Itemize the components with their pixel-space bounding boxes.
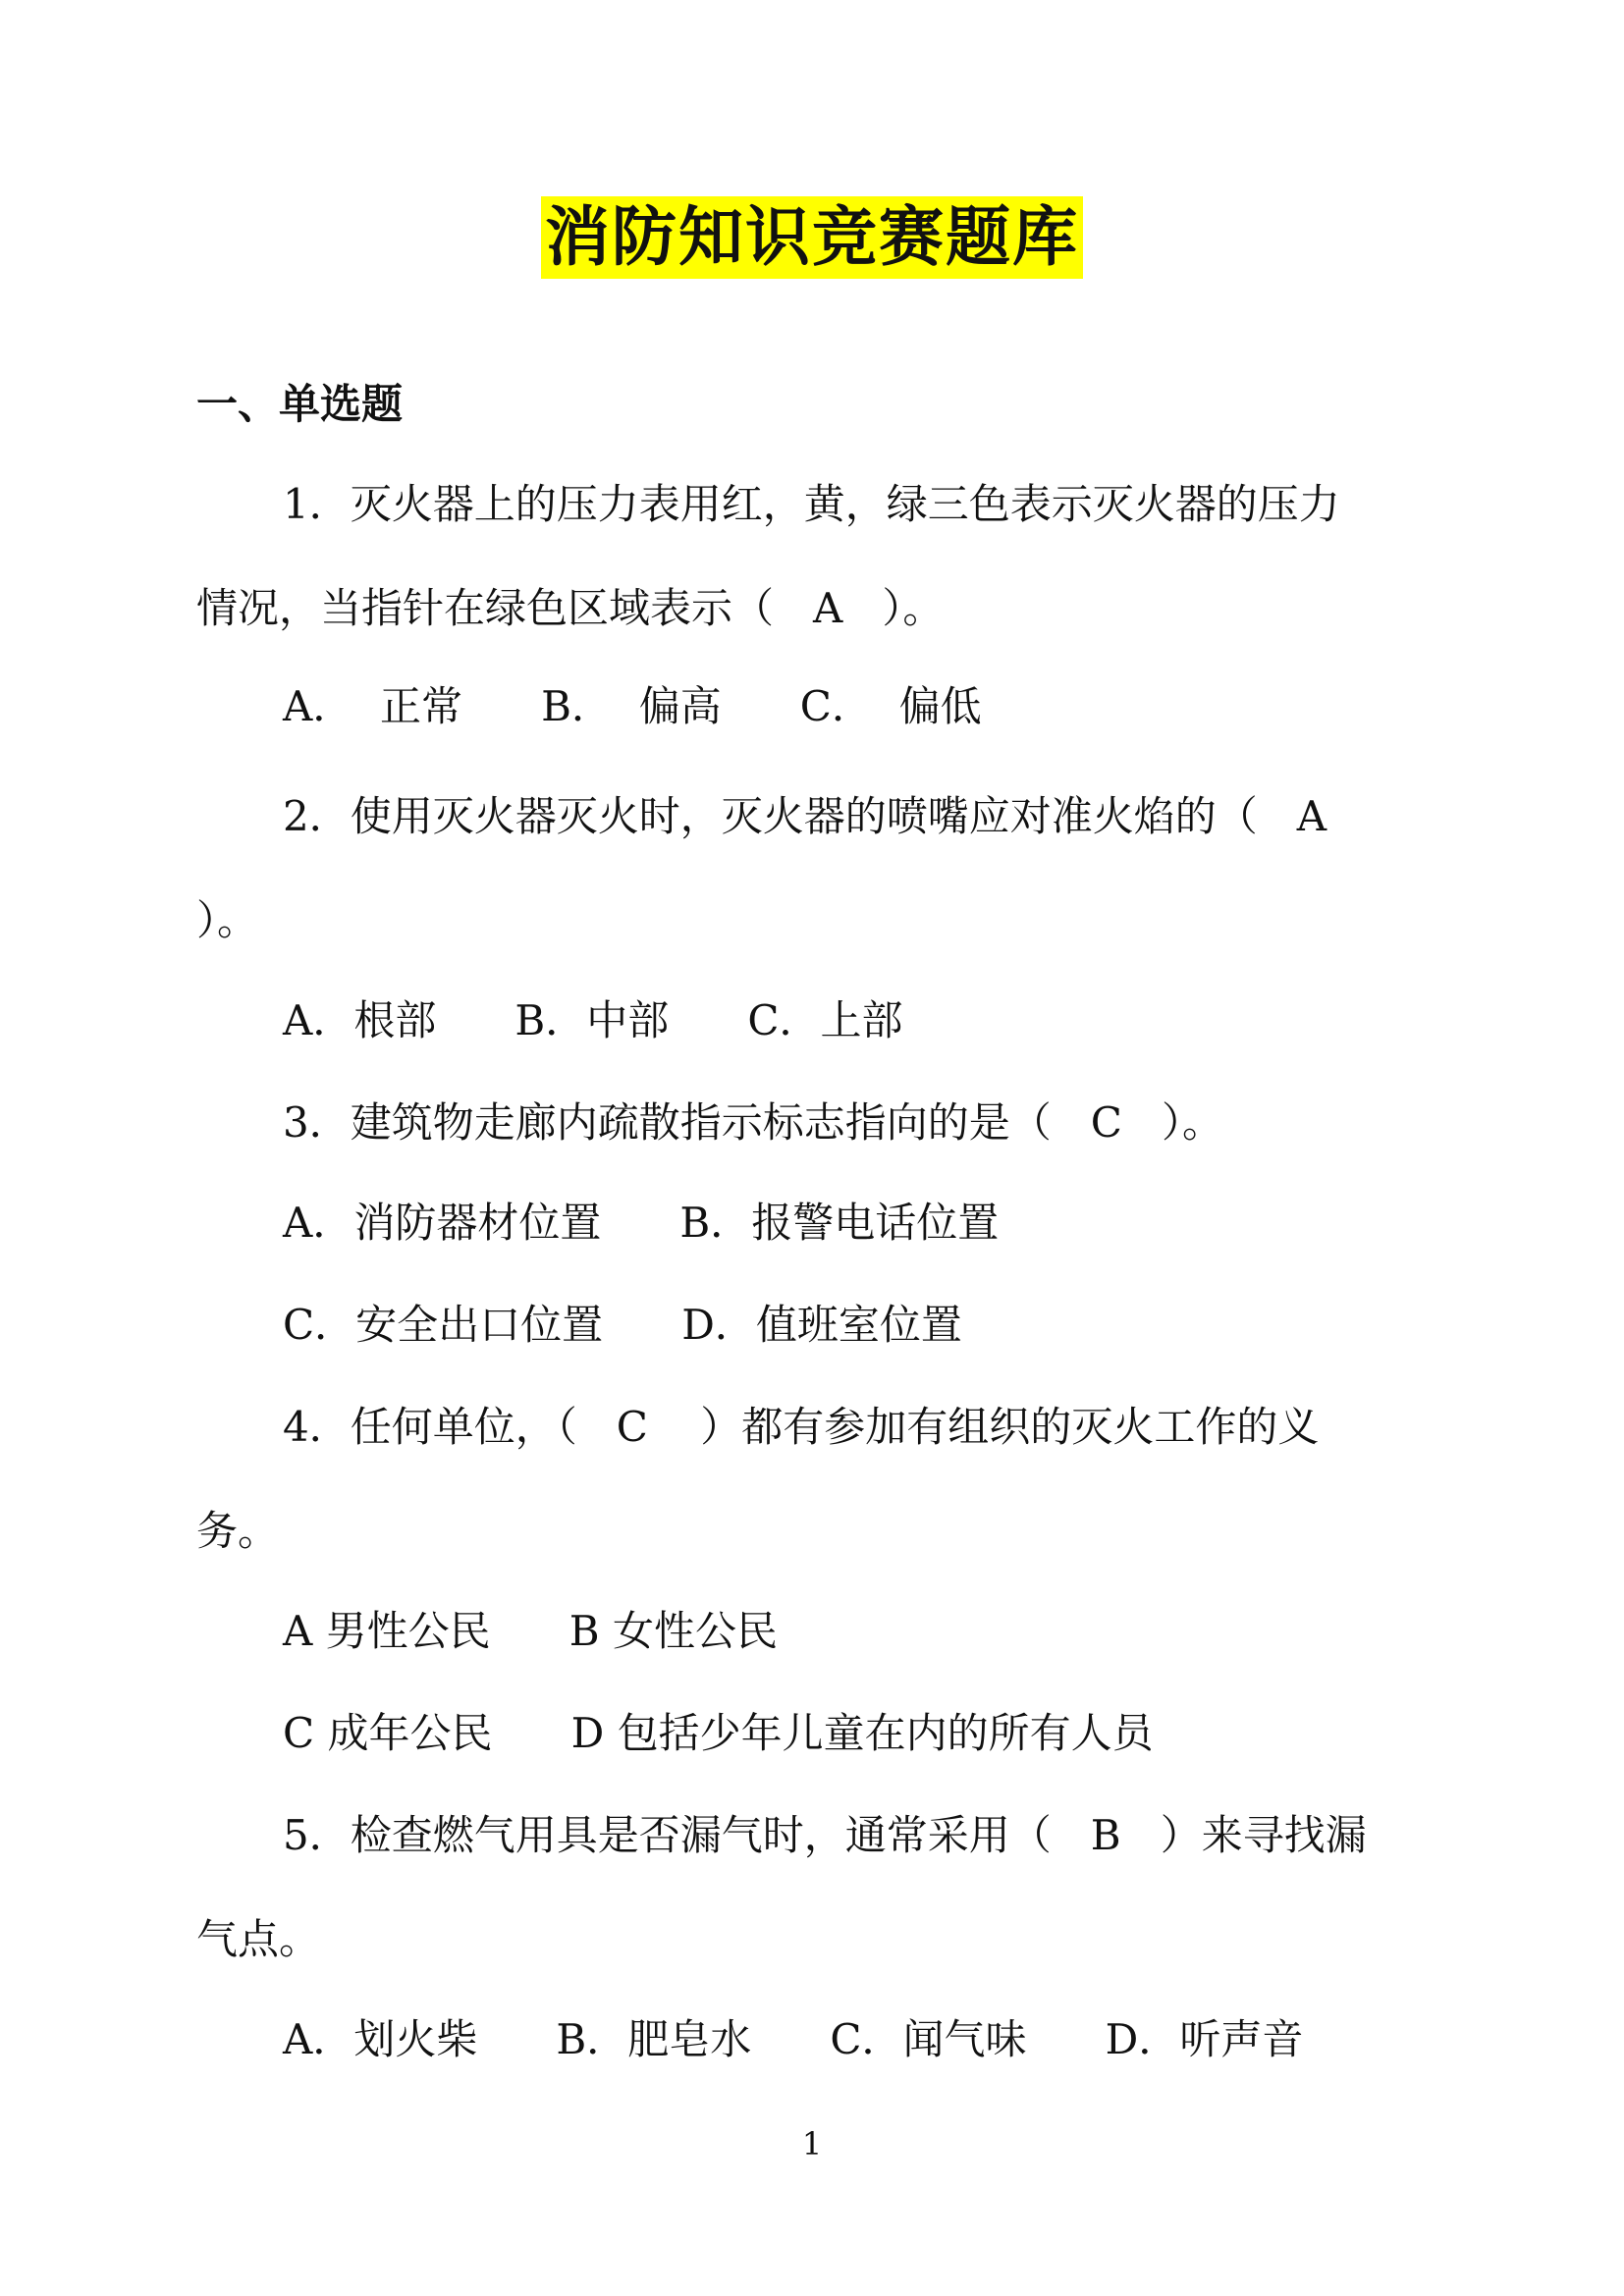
- question-1-line-1: 1．灭火器上的压力表用红，黄，绿三色表示灭火器的压力: [283, 480, 1340, 528]
- question-4-options-row-1: A 男性公民 B 女性公民: [283, 1607, 779, 1655]
- question-4-options-row-2: C 成年公民 D 包括少年儿童在内的所有人员: [283, 1709, 1154, 1757]
- question-3-options-row-2: C．安全出口位置 D．值班室位置: [283, 1301, 962, 1349]
- question-5-options: A．划火柴 B．肥皂水 C．闻气味 D．听声音: [283, 2015, 1304, 2063]
- question-2-line-2: ）。: [196, 896, 259, 944]
- section-heading: 一、单选题: [196, 380, 404, 428]
- question-1-options: A． 正常 B． 偏高 C． 偏低: [283, 682, 982, 730]
- title-container: [0, 196, 1624, 279]
- question-2-line-1: 2．使用灭火器灭火时，灭火器的喷嘴应对准火焰的（ A: [283, 792, 1327, 840]
- question-5-line-1: 5．检查燃气用具是否漏气时，通常采用（ B ）来寻找漏: [283, 1811, 1367, 1859]
- document-title: 消防知识竞赛题库: [541, 196, 1083, 279]
- question-1-line-2: 情况，当指针在绿色区域表示（ A ）。: [196, 584, 945, 632]
- question-3-line-1: 3．建筑物走廊内疏散指示标志指向的是（ C ）。: [283, 1098, 1223, 1147]
- page-number: 1: [801, 2125, 823, 2163]
- question-5-line-2: 气点。: [196, 1915, 321, 1963]
- question-2-options: A．根部 B．中部 C．上部: [283, 996, 903, 1044]
- question-4-line-2: 务。: [196, 1507, 280, 1555]
- question-3-options-row-1: A．消防器材位置 B．报警电话位置: [283, 1199, 1000, 1247]
- question-4-line-1: 4．任何单位，（ C ）都有参加有组织的灭火工作的义: [283, 1403, 1320, 1451]
